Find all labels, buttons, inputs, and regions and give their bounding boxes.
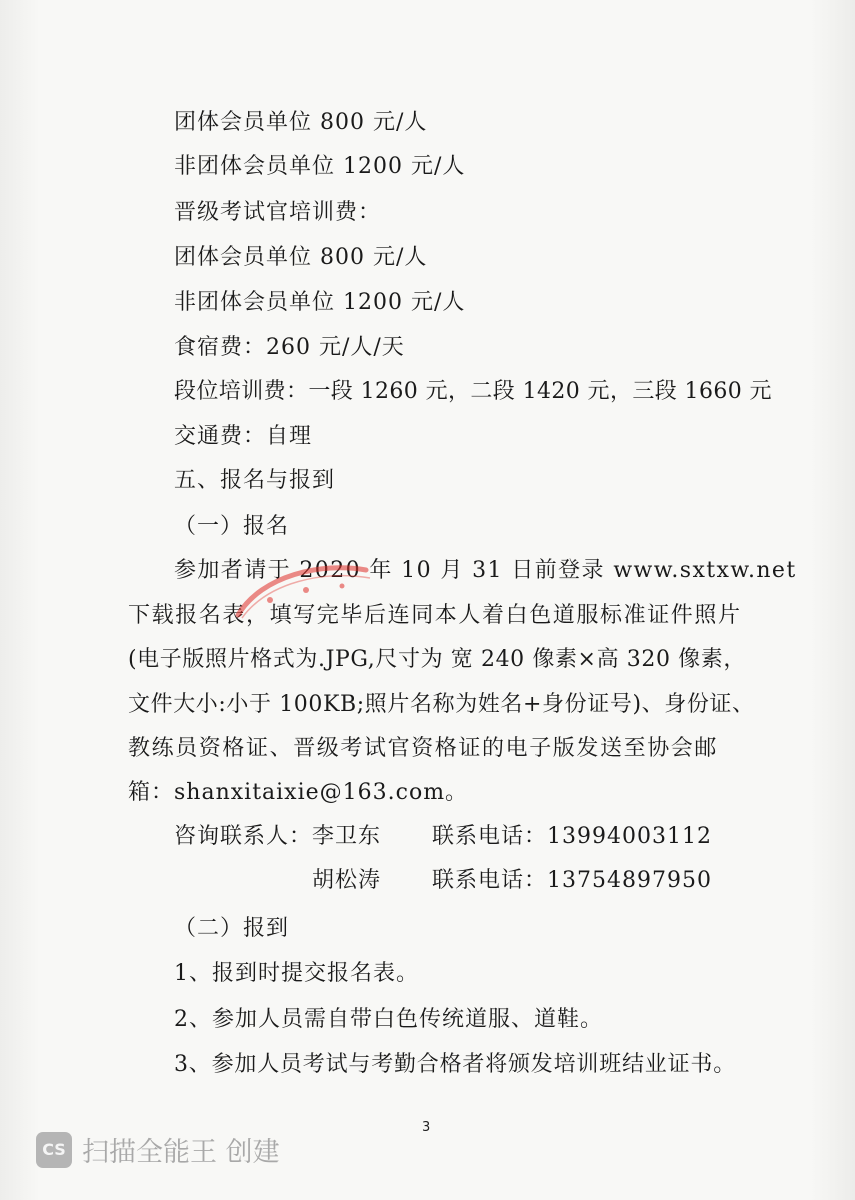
- check-in-item-3: 3、参加人员考试与考勤合格者将颁发培训班结业证书。: [174, 1052, 736, 1077]
- scanner-watermark: [36, 1130, 280, 1169]
- fee-line-2: 非团体会员单位 1200 元/人: [174, 154, 466, 179]
- fee-line-3: 晋级考试官培训费：: [174, 200, 382, 225]
- fee-line-1: 团体会员单位 800 元/人: [174, 110, 428, 135]
- fee-line-4: 团体会员单位 800 元/人: [174, 245, 428, 270]
- fee-line-8: 交通费：自理: [174, 424, 313, 449]
- camscanner-logo-icon: CS: [36, 1132, 72, 1168]
- paragraph-line-3: (电子版照片格式为.JPG,尺寸为 宽 240 像素×高 320 像素，: [128, 647, 746, 672]
- fee-line-6: 食宿费：260 元/人/天: [174, 335, 405, 360]
- fee-line-5: 非团体会员单位 1200 元/人: [174, 290, 466, 315]
- watermark-text: 扫描全能王 创建: [82, 1137, 280, 1168]
- page-number: 3: [422, 1120, 431, 1135]
- contact-person-2: 胡松涛: [312, 868, 382, 893]
- paragraph-line-4: 文件大小:小于 100KB;照片名称为姓名+身份证号)、身份证、: [128, 692, 755, 717]
- section-title: 五、报名与报到: [174, 468, 336, 493]
- check-in-item-1: 1、报到时提交报名表。: [174, 961, 419, 986]
- red-stamp-fragment: [232, 560, 372, 620]
- subsection-check-in: （二）报到: [174, 916, 290, 941]
- paragraph-line-1: 参加者请于 2020 年 10 月 31 日前登录 www.sxtxw.net: [174, 558, 797, 583]
- check-in-item-2: 2、参加人员需自带白色传统道服、道鞋。: [174, 1007, 603, 1032]
- paragraph-line-5: 教练员资格证、晋级考试官资格证的电子版发送至协会邮: [128, 736, 719, 761]
- contact-phone-1: 联系电话：13994003112: [432, 824, 712, 849]
- contact-phone-2: 联系电话：13754897950: [432, 868, 712, 893]
- paragraph-line-6: 箱：shanxitaixie@163.com。: [128, 780, 469, 805]
- paragraph-line-2: 下载报名表，填写完毕后连同本人着白色道服标准证件照片: [128, 603, 742, 628]
- subsection-registration: （一）报名: [174, 514, 290, 539]
- fee-line-7: 段位培训费：一段 1260 元，二段 1420 元，三段 1660 元: [174, 379, 772, 404]
- contact-person-1: 咨询联系人：李卫东: [174, 824, 382, 849]
